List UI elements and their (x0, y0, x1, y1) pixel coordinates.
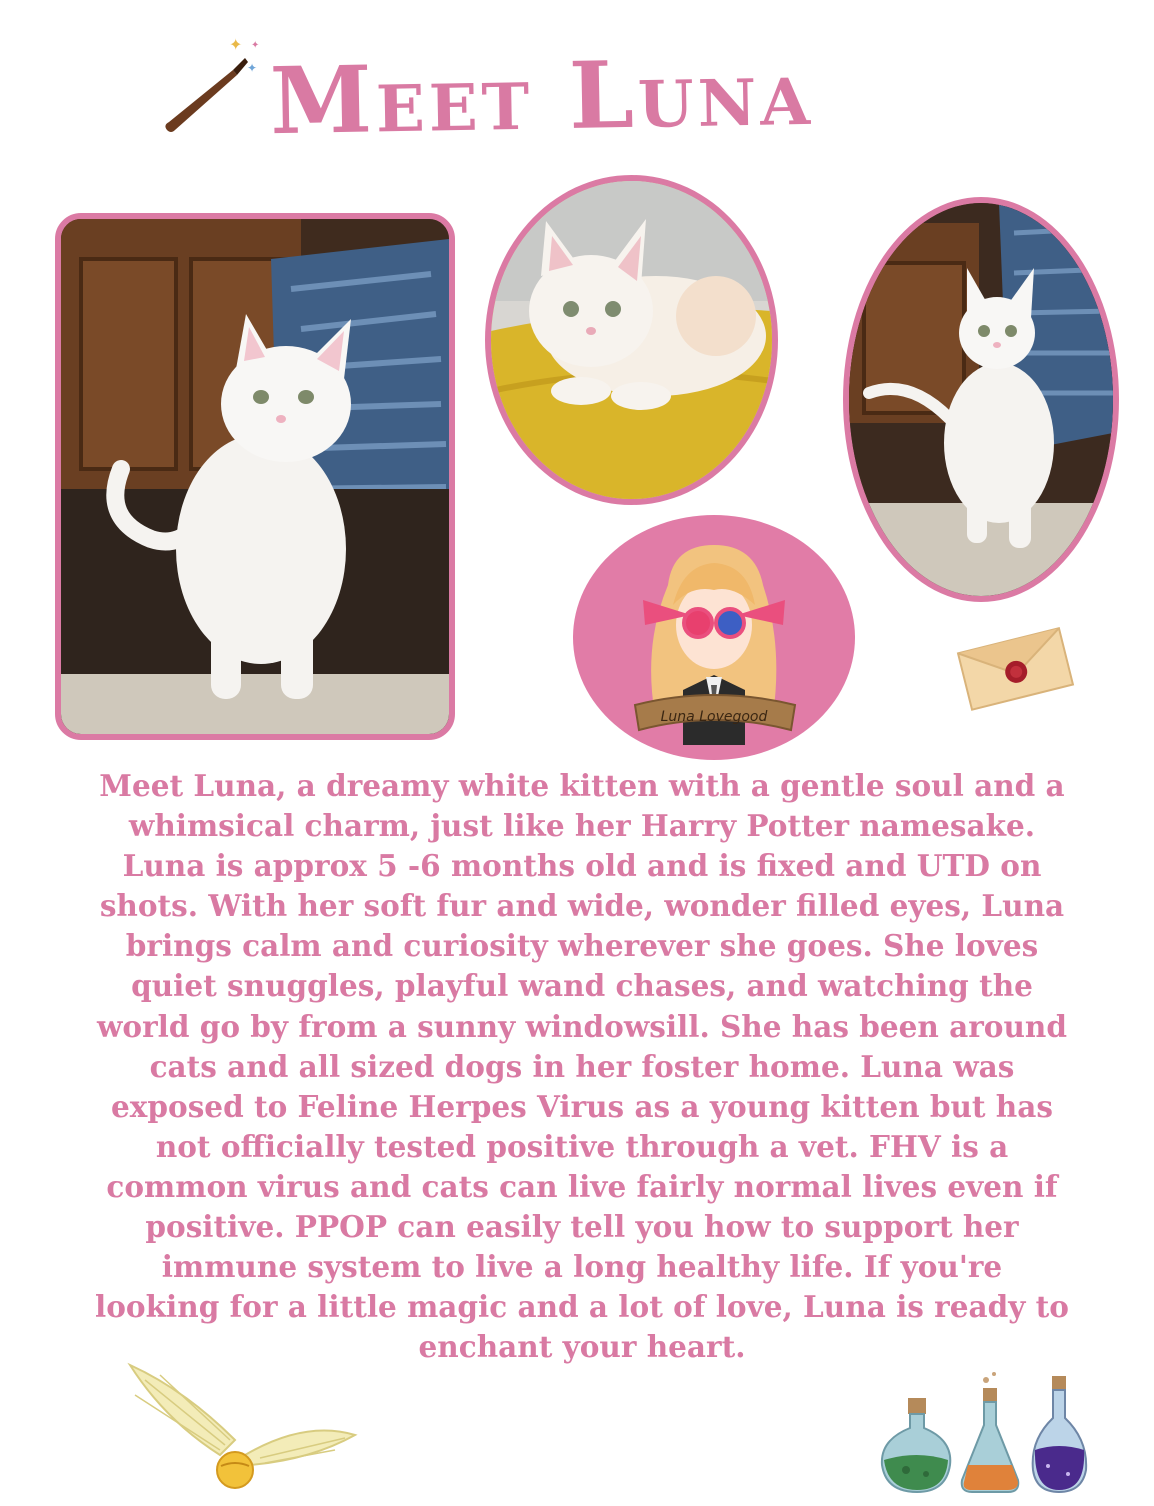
svg-text:✦: ✦ (251, 40, 260, 51)
page-title: Meet Luna (269, 37, 815, 156)
magic-wand-icon (155, 30, 265, 140)
kitten-photo-lying (485, 175, 778, 505)
kitten-photo-standing (55, 213, 455, 740)
kitten-photo-sitting (843, 197, 1119, 602)
svg-text:✦: ✦ (247, 61, 258, 75)
luna-lovegood-badge (573, 515, 855, 760)
potion-bottles-icon (868, 1370, 1108, 1495)
badge-label: Luna Lovegood (660, 709, 768, 725)
golden-snitch-icon (125, 1360, 360, 1500)
adoption-description: Meet Luna, a dreamy white kitten with a gentle soul and a whimsical charm, just like her Harry Potter namesake. Luna is approx 5 -6 months old and is fixed and UTD on shots. With her soft fur and wide, wonder filled eyes, Luna brings calm and curiosity wherever she goes. She loves quiet snuggles, playful wand chases, and watching the world go by from a sunny windowsill. She has been around cats and all sized dogs in her foster home. Luna was exposed to Feline Herpes Virus as a young kitten but has not officially tested positive through a vet. FHV is a common virus and cats can live fairly normal lives even if positive. PPOP can easily tell you how to support her immune system to live a long healthy life. If you're looking for a little magic and a lot of love, Luna is ready to enchant your heart. (95, 768, 1069, 1365)
sealed-envelope-icon (955, 622, 1075, 712)
svg-text:✦: ✦ (229, 35, 243, 54)
